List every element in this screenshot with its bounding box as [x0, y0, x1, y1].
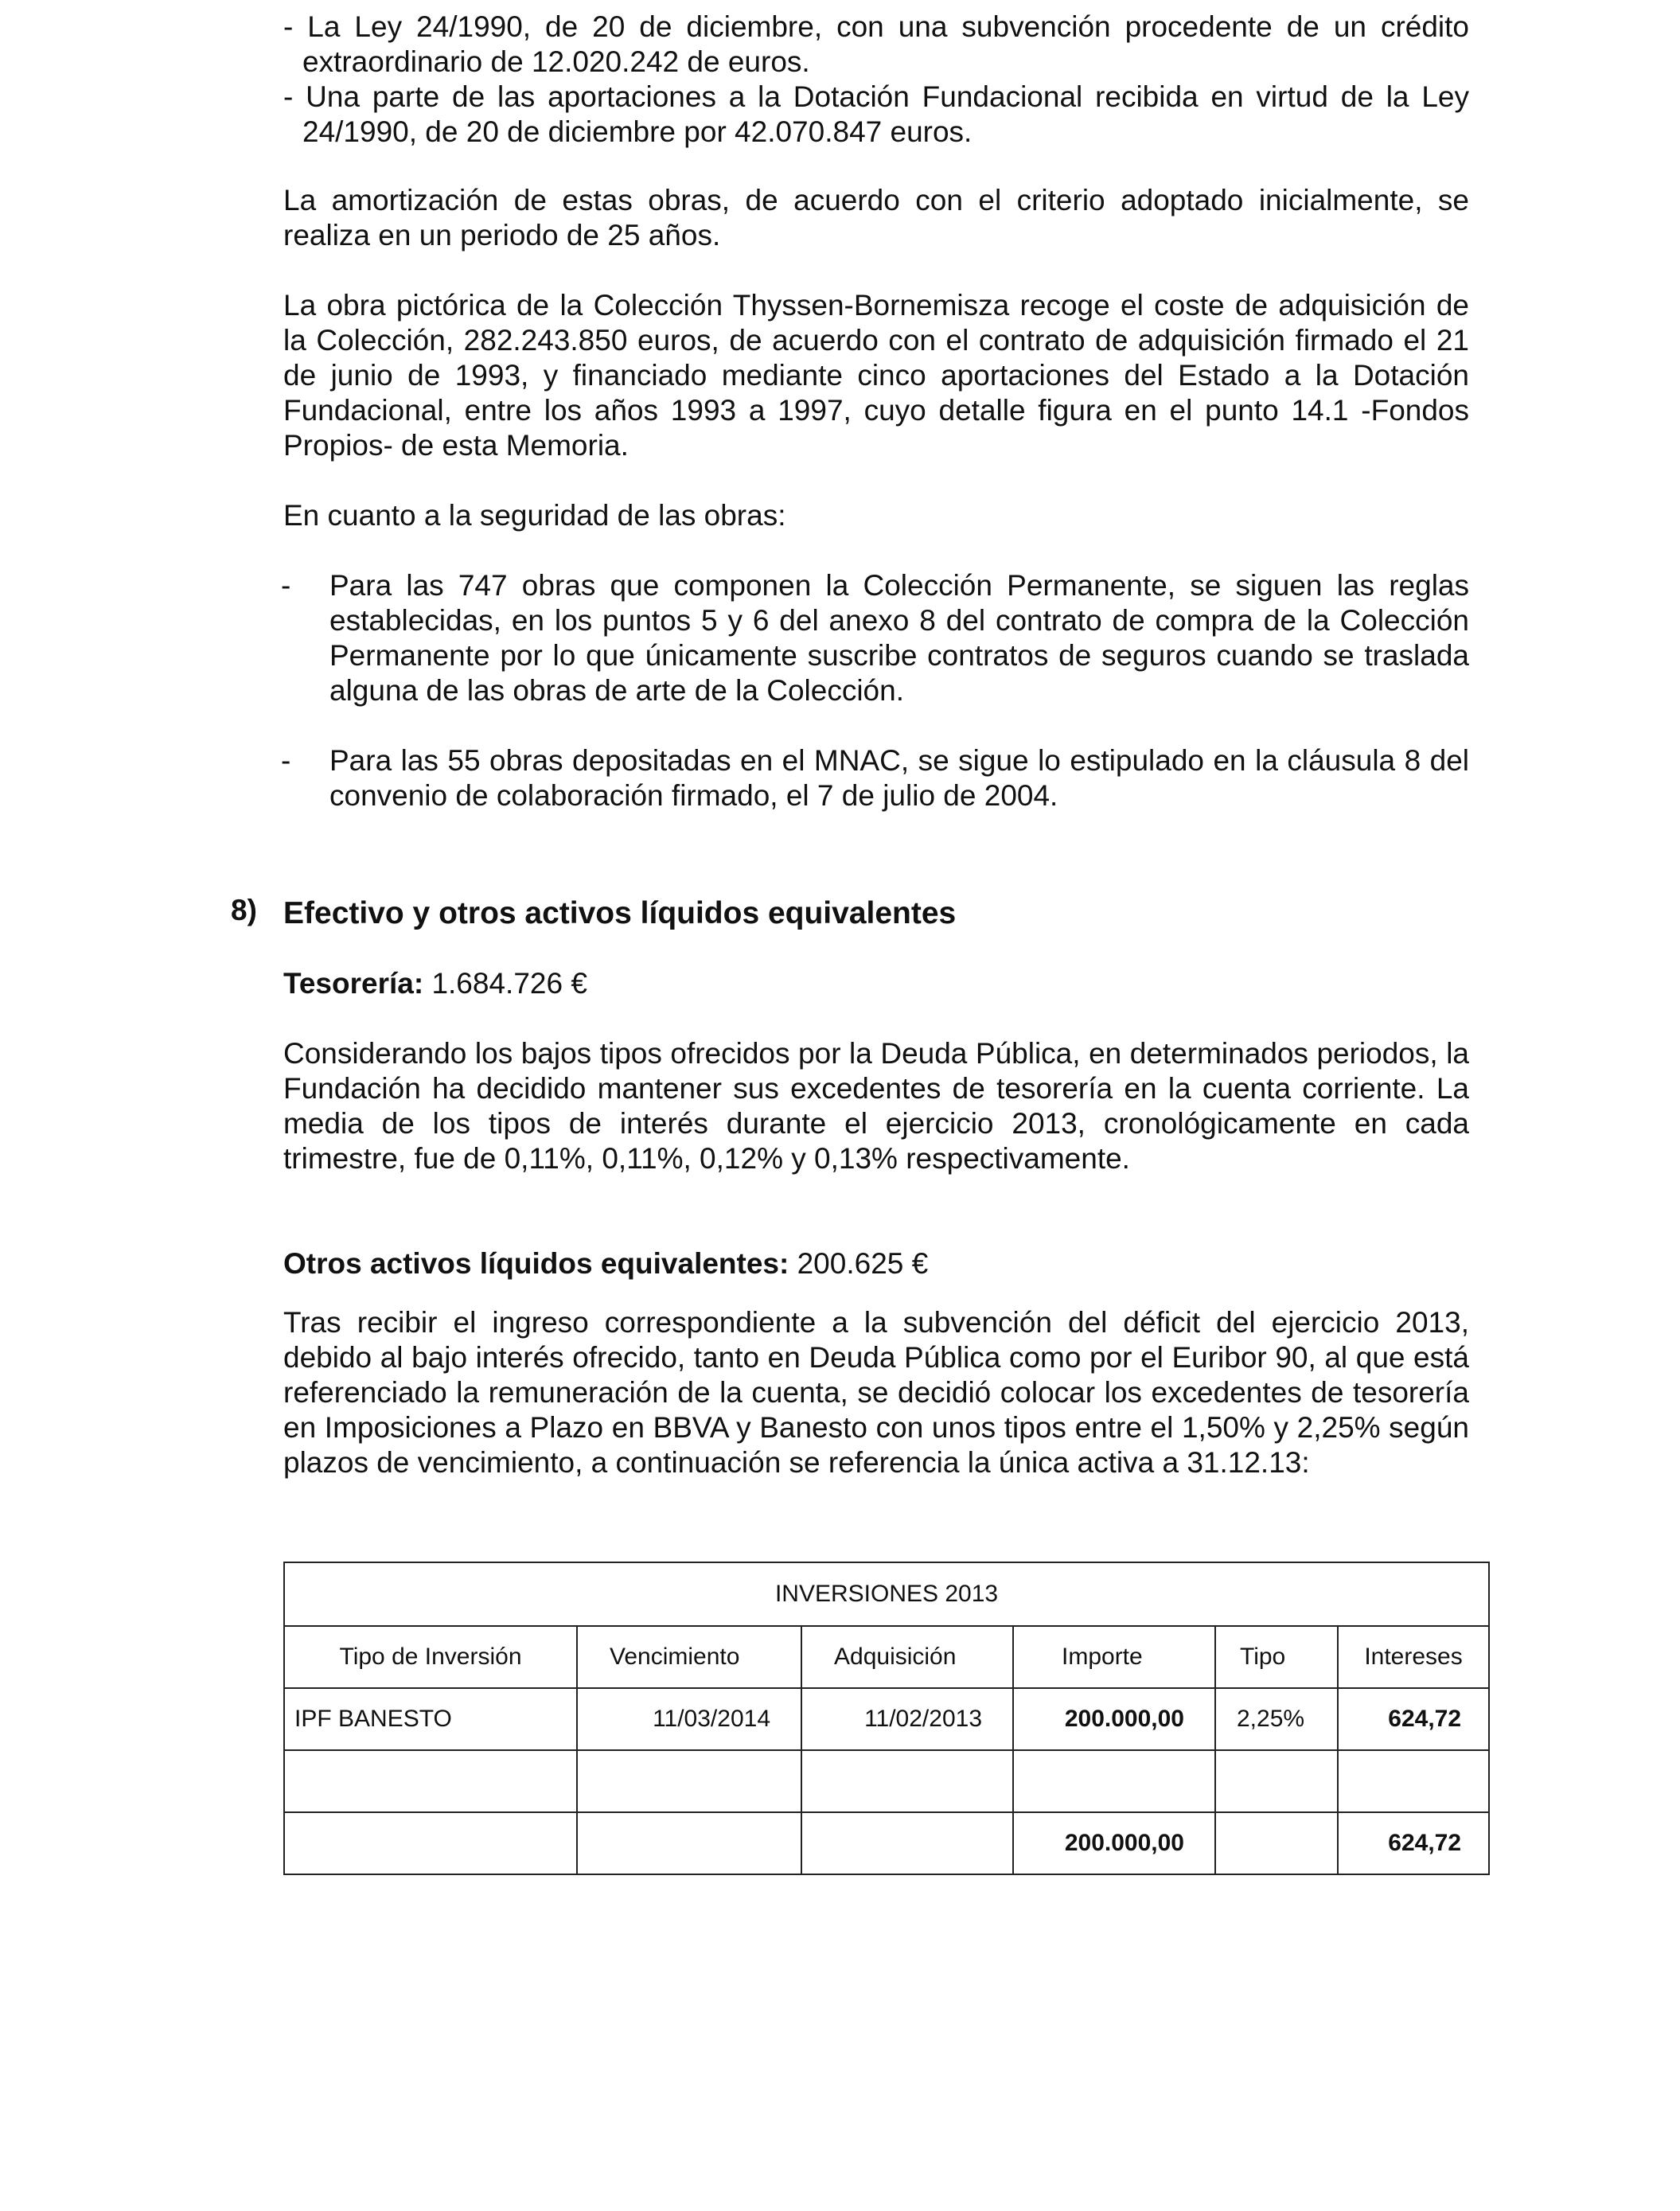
cell-tipo-inversion: IPF BANESTO: [284, 1688, 577, 1750]
security-bullet-1-dash: -: [281, 569, 291, 602]
otros-activos-value: 200.625 €: [789, 1247, 929, 1280]
tesoreria-label: Tesorería:: [283, 967, 424, 1000]
total-intereses: 624,72: [1338, 1812, 1489, 1874]
security-bullet-2-text: Para las 55 obras depositadas en el MNAC, se sigue lo estipulado en la cláusula 8 del convenio de colaboración firmado, el 7 de julio de 2004.: [329, 744, 1469, 812]
security-bullet-1-text: Para las 747 obras que componen la Colección Permanente, se siguen las reglas establecidas, en los puntos 5 y 6 del anexo 8 del contrato de compra de la Colección Permanente por lo que únicamente suscribe contratos de seguros cuando se traslada alguna de las obras de arte de la Colección.: [329, 569, 1469, 707]
empty-cell: [801, 1812, 1013, 1874]
tesoreria-value: 1.684.726 €: [423, 967, 587, 1000]
header-importe: Importe: [1013, 1626, 1215, 1688]
empty-cell: [1013, 1750, 1215, 1812]
table-header-row: [284, 1626, 1489, 1688]
table-title-row: [284, 1562, 1489, 1626]
empty-cell: [577, 1750, 801, 1812]
cell-importe: 200.000,00: [1013, 1688, 1215, 1750]
empty-cell: [801, 1750, 1013, 1812]
header-vencimiento: Vencimiento: [577, 1626, 801, 1688]
tesoreria-line: [283, 966, 587, 1001]
header-adquisicion: Adquisición: [801, 1626, 1013, 1688]
paragraph-seguridad-intro: En cuanto a la seguridad de las obras:: [283, 499, 786, 532]
empty-cell: [1215, 1812, 1338, 1874]
intro-bullet-1-line-1: - La Ley 24/1990, de 20 de diciembre, con una subvención procedente de un crédito: [283, 10, 1469, 43]
table-title: INVERSIONES 2013: [284, 1562, 1489, 1626]
security-bullet-2-dash: -: [281, 744, 291, 777]
paragraph-tesoreria: Considerando los bajos tipos ofrecidos por la Deuda Pública, en determinados periodos, la Fundación ha decidido mantener sus excedentes de tesorería en la cuenta corriente. La media de los tipos de interés durante el ejercicio 2013, cronológicamente en cada trimestre, fue de 0,11%, 0,11%, 0,12% y 0,13% respectivamente.: [283, 1037, 1469, 1175]
header-tipo: Tipo: [1215, 1626, 1338, 1688]
empty-cell: [1338, 1750, 1489, 1812]
otros-activos-line: [283, 1246, 928, 1281]
empty-cell: [577, 1812, 801, 1874]
paragraph-obra-pictorica: La obra pictórica de la Colección Thyssen-Bornemisza recoge el coste de adquisición de la Colección, 282.243.850 euros, de acuerdo con el contrato de adquisición firmado el 21 de junio de 1993, y financiado mediante cinco aportaciones del Estado a la Dotación Fundacional, entre los años 1993 a 1997, cuyo detalle figura en el punto 14.1 -Fondos Propios- de esta Memoria.: [283, 289, 1469, 462]
cell-tipo: 2,25%: [1215, 1688, 1338, 1750]
total-importe: 200.000,00: [1013, 1812, 1215, 1874]
header-tipo-inversion: Tipo de Inversión: [284, 1626, 577, 1688]
table-row: [284, 1688, 1489, 1750]
empty-cell: [284, 1812, 577, 1874]
otros-activos-label: Otros activos líquidos equivalentes:: [283, 1247, 789, 1280]
paragraph-amortizacion: La amortización de estas obras, de acuerdo con el criterio adoptado inicialmente, se realiza en un periodo de 25 años.: [283, 184, 1469, 252]
inversiones-table: [283, 1562, 1490, 1875]
cell-vencimiento: 11/03/2014: [577, 1688, 801, 1750]
section-number: 8): [231, 894, 257, 926]
table-total-row: [284, 1812, 1489, 1874]
intro-bullet-2-line-1: - Una parte de las aportaciones a la Dotación Fundacional recibida en virtud de la Ley: [283, 80, 1469, 113]
section-title: Efectivo y otros activos líquidos equivalentes: [283, 896, 957, 930]
table-row-empty: [284, 1750, 1489, 1812]
empty-cell: [284, 1750, 577, 1812]
empty-cell: [1215, 1750, 1338, 1812]
intro-bullet-1-line-2: extraordinario de 12.020.242 de euros.: [302, 45, 810, 78]
cell-intereses: 624,72: [1338, 1688, 1489, 1750]
paragraph-otros-activos: Tras recibir el ingreso correspondiente a la subvención del déficit del ejercicio 2013, debido al bajo interés ofrecido, tanto en Deuda Pública como por el Euribor 90, al que está referenciado la remuneración de la cuenta, se decidió colocar los excedentes de tesorería en Imposiciones a Plazo en BBVA y Banesto con unos tipos entre el 1,50% y 2,25% según plazos de vencimiento, a continuación se referencia la única activa a 31.12.13:: [283, 1306, 1469, 1479]
cell-adquisicion: 11/02/2013: [801, 1688, 1013, 1750]
header-intereses: Intereses: [1338, 1626, 1489, 1688]
intro-bullet-2-line-2: 24/1990, de 20 de diciembre por 42.070.847 euros.: [302, 115, 973, 148]
